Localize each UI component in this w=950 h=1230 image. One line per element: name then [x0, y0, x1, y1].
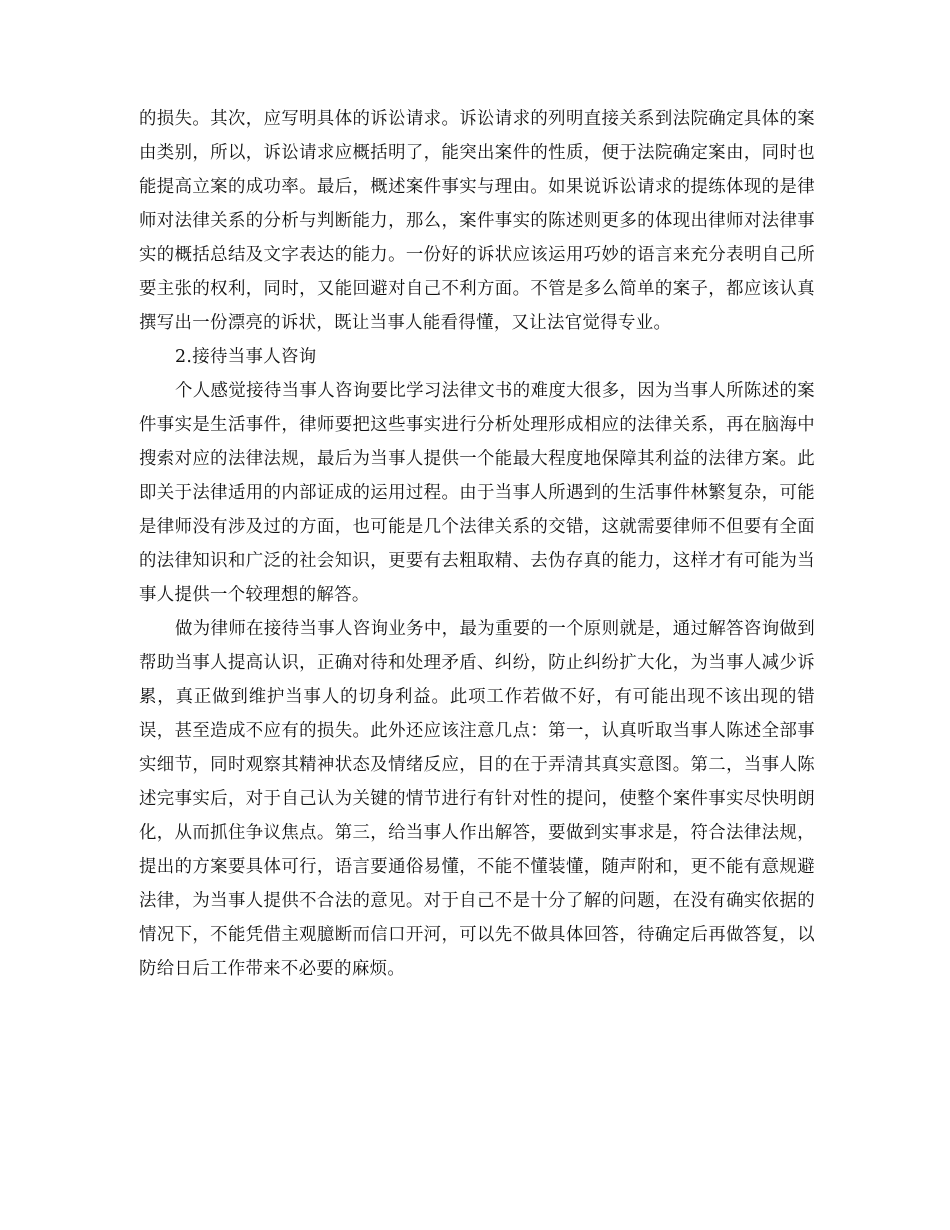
- section-heading-2: 2.接待当事人咨询: [175, 347, 317, 367]
- paragraph-consultation-difficulty: 个人感觉接待当事人咨询要比学习法律文书的难度大很多，因为当事人所陈述的案件事实是生活事件，律师要把这些事实进行分析处理形成相应的法律关系，再在脑海中搜索对应的法律法规，最后为当事人提供一个能最大程度地保障其利益的法律方案。此即关于法律适用的内部证成的运用过程。由于当事人所遇到的生活事件林繁复杂，可能是律师没有涉及过的方面，也可能是几个法律关系的交错，这就需要律师不但要有全面的法律知识和广泛的社会知识，更要有去粗取精、去伪存真的能力，这样才有可能为当事人提供一个较理想的解答。: [139, 381, 815, 605]
- paragraph-consultation-principles: 做为律师在接待当事人咨询业务中，最为重要的一个原则就是，通过解答咨询做到帮助当事人提高认识，正确对待和处理矛盾、纠纷，防止纠纷扩大化，为当事人减少诉累，真正做到维护当事人的切身利益。此项工作若做不好，有可能出现不该出现的错误，甚至造成不应有的损失。此外还应该注意几点：第一，认真听取当事人陈述全部事实细节，同时观察其精神状态及情绪反应，目的在于弄清其真实意图。第二，当事人陈述完事实后，对于自己认为关键的情节进行有针对性的提问，使整个案件事实尽快明朗化，从而抓住争议焦点。第三，给当事人作出解答，要做到实事求是，符合法律法规，提出的方案要具体可行，语言要通俗易懂，不能不懂装懂，随声附和，更不能有意规避法律，为当事人提供不合法的意见。对于自己不是十分了解的问题，在没有确实依据的情况下，不能凭借主观臆断而信口开河，可以先不做具体回答，待确定后再做答复，以防给日后工作带来不必要的麻烦。: [139, 619, 815, 979]
- paragraph-continuation: 的损失。其次，应写明具体的诉讼请求。诉讼请求的列明直接关系到法院确定具体的案由类别，所以，诉讼请求应概括明了，能突出案件的性质，便于法院确定案由，同时也能提高立案的成功率。最后，概述案件事实与理由。如果说诉讼请求的提练体现的是律师对法律关系的分析与判断能力，那么，案件事实的陈述则更多的体现出律师对法律事实的概括总结及文字表达的能力。一份好的诉状应该运用巧妙的语言来充分表明自己所要主张的权利，同时，又能回避对自己不利方面。不管是多么简单的案子，都应该认真撰写出一份漂亮的诉状，既让当事人能看得懂，又让法官觉得专业。: [139, 109, 815, 333]
- document-page: [139, 102, 815, 986]
